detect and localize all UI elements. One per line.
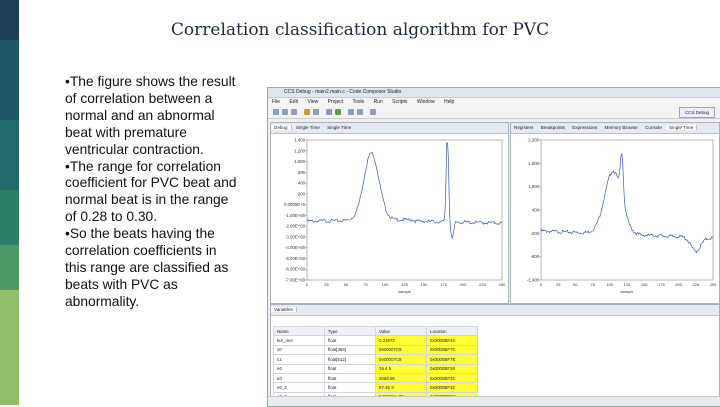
tab-breakpoints[interactable]: Breakpoints [540,125,565,130]
var-type: float[384] [325,345,376,354]
toolbar-icon[interactable] [282,109,288,115]
side-band-4 [0,190,19,245]
side-band-2 [0,40,19,120]
y-tick-label: -2.00E+00 [285,223,305,229]
toolbar-icon[interactable] [335,109,341,115]
x-tick-label: 250 [498,282,506,287]
table-row[interactable] [274,336,478,345]
y-tick-label: -200 [530,230,539,236]
x-tick-label: 125 [401,282,408,287]
toolbar-icon[interactable] [304,109,310,115]
text-line: •So the beats having the [65,226,215,242]
var-value: 15.4 5 [376,364,427,373]
slide-body-text [65,74,255,311]
x-tick-label: 200 [675,282,682,287]
x-tick-label: 150 [420,282,428,287]
x-tick-label: 50 [343,282,349,287]
tab-single-time[interactable]: Single Time [327,125,352,130]
toolbar-icon[interactable] [313,109,319,115]
text-line: beats with PVC as [65,276,178,292]
perspective-button[interactable]: CCS Debug [679,107,715,118]
x-tick-label: 175 [658,282,665,287]
var-name: e0 [274,373,325,382]
tab-expressions[interactable]: Expressions [572,125,598,130]
toolbar-icon[interactable] [357,109,363,115]
text-line: of correlation between a [65,90,213,106]
table-row[interactable] [274,355,478,364]
text-line: correlation coefficients in [65,243,217,259]
ide-toolbar [268,106,720,119]
text-line: this range are classified as [65,259,229,275]
y-tick-label: -1,400 [526,277,539,283]
text-line: •The range for correlation [65,158,221,174]
y-tick-label: -7.00E+00 [285,277,305,283]
tab-registers[interactable]: Registers [514,125,534,130]
menu-item[interactable]: File [272,99,281,105]
x-tick-label: 150 [640,282,648,287]
tab-debug[interactable]: Debug [271,125,292,130]
table-row[interactable] [274,345,478,354]
table-header-row [274,327,478,336]
var-value: 0x00007C8 [376,355,427,364]
text-line: coefficient for PVC beat and [65,175,237,191]
variables-table [273,326,478,407]
y-tick-label: -5.00E+00 [285,255,305,261]
var-value: 0.21672 [376,336,427,345]
text-line: normal beat is in the range [65,192,229,208]
x-tick-label: 100 [606,282,614,287]
y-tick-label: 400 [297,180,305,186]
var-location: 0x0000BF38 [427,364,478,373]
y-tick-label: 1,600 [528,160,539,166]
var-value: 3058.96 [376,373,427,382]
menu-item[interactable]: Tools [352,99,365,105]
menu-item[interactable]: Scripts [392,99,408,105]
x-tick-label: 25 [324,282,329,287]
var-location: 0x0000BF4A [427,336,478,345]
right-plot [511,134,719,302]
x-tick-label: 75 [590,282,595,287]
variables-tab-bar [271,305,719,316]
left-plot-pane [270,122,509,304]
var-type: float [325,383,376,392]
variables-pane [270,304,720,398]
y-tick-label: -6.00E+00 [285,266,305,272]
tab-memory-browser[interactable]: Memory Browse [604,125,638,130]
tab-variables[interactable]: Variables [271,307,297,312]
y-tick-label: 200 [297,191,305,197]
var-value: 0x00007C8 [376,345,427,354]
x-tick-label: 125 [623,282,631,287]
var-type: float [325,373,376,382]
menu-item[interactable]: Help [444,99,455,105]
column-header[interactable]: Type [325,327,376,336]
text-line: abnormality. [65,293,140,309]
y-tick-label: 400 [531,207,539,213]
toolbar-icon[interactable] [348,109,354,115]
table-row[interactable] [274,383,478,392]
tab-console[interactable]: Console [645,125,662,130]
toolbar-icon[interactable] [273,109,279,115]
var-location: 0x0000BF7C [427,345,478,354]
menu-item[interactable]: Run [373,99,383,105]
y-tick-label: 1,000 [528,184,539,190]
var-type: float [325,364,376,373]
right-tab-bar [511,123,719,134]
y-tick-label: 2,200 [528,137,539,143]
x-tick-label: 0 [305,282,309,287]
var-value: 87.45 3 [376,383,427,392]
x-axis-label: sample [620,289,634,294]
column-header[interactable]: Location [427,327,478,336]
var-location: 0x0000BF32 [427,383,478,392]
left-tab-bar [271,123,508,134]
ide-window-title: CCS Debug - main2.main.c - Code Composer Studio [268,88,720,98]
y-tick-label: 1,000 [294,159,305,165]
menu-item[interactable]: Edit [289,99,299,105]
var-location: 0x0000BF3C [427,373,478,382]
x-axis-label: sample [398,289,411,294]
x-tick-label: 25 [555,282,561,287]
menu-item[interactable]: Window [416,99,435,105]
y-tick-label: 1,400 [294,137,305,143]
var-name: kur_mel [274,336,325,345]
x-tick-label: 0 [539,282,543,287]
text-line: •The figure shows the result [65,74,236,89]
tab-single-time[interactable]: Single Time [666,125,697,130]
menu-item[interactable]: Project [327,99,344,105]
toolbar-icon[interactable] [291,109,297,115]
x-tick-label: 75 [363,282,368,287]
x-tick-label: 100 [381,282,389,287]
y-tick-label: -800 [530,254,539,260]
table-row[interactable] [274,373,478,382]
var-type: float [325,336,376,345]
x-tick-label: 225 [692,282,700,287]
left-plot [271,134,508,302]
y-tick-label: -4.00E+00 [285,245,305,251]
right-plot-pane [510,122,720,304]
plot-area [541,140,713,280]
y-tick-label: 0.0000E+0 [284,202,305,208]
menu-item[interactable]: View [307,99,319,105]
ide-menu-bar [268,98,720,106]
var-name: s1 [274,355,325,364]
x-tick-label: 225 [479,282,486,287]
side-band-6 [0,290,19,405]
text-line: beat with premature [65,124,187,140]
x-tick-label: 175 [440,282,447,287]
var-name: s0 [274,345,325,354]
slide-title: Correlation classification algorithm for PVC [170,20,550,40]
var-name: e0 [274,364,325,373]
y-tick-label: -3.00E+00 [285,234,305,240]
y-tick-label: 600 [297,169,305,175]
x-tick-label: 250 [709,282,717,287]
var-location: 0x0000BF7E [427,355,478,364]
toolbar-icon[interactable] [370,109,376,115]
ide-screenshot [267,87,720,407]
var-type: float[512] [325,355,376,364]
plot-area [307,140,502,280]
y-tick-label: 1,200 [294,148,305,154]
table-row[interactable] [274,364,478,373]
tab-single-time[interactable]: Single Time [295,125,320,130]
var-name: e0_2 [274,383,325,392]
toolbar-icon[interactable] [326,109,332,115]
text-line: ventricular contraction. [65,141,204,157]
x-tick-label: 200 [459,282,467,287]
side-band-3 [0,120,19,190]
side-band-5 [0,245,19,290]
text-line: of 0.28 to 0.30. [65,209,158,225]
x-tick-label: 50 [573,282,578,287]
column-header[interactable]: Name [274,327,325,336]
text-line: normal and an abnormal [65,107,215,123]
column-header[interactable]: Value [376,327,427,336]
y-tick-label: -1.00E+00 [285,212,305,218]
